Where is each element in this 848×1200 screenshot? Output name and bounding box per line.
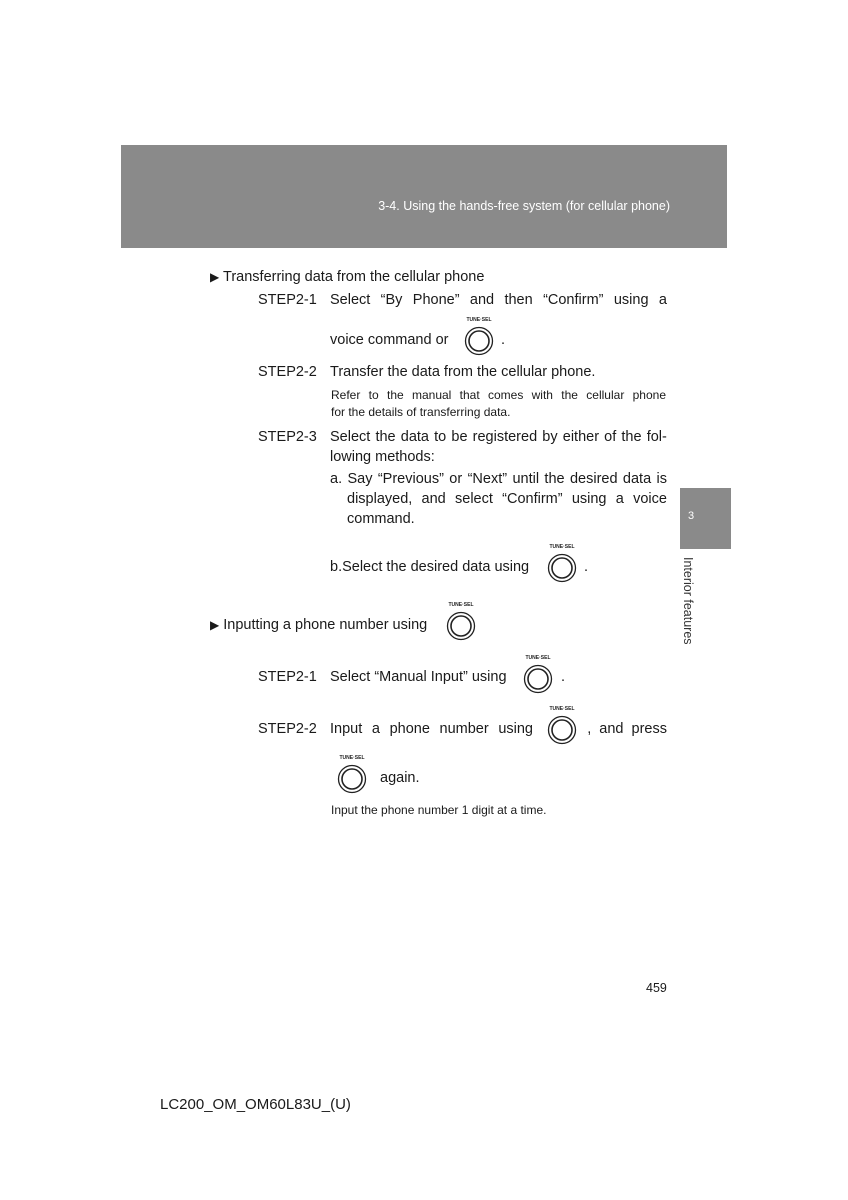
- step-label: STEP2-2: [258, 364, 317, 380]
- step-text-tail: , and press: [587, 721, 667, 737]
- svg-text:TUNE·SEL: TUNE·SEL: [448, 602, 474, 608]
- tune-sel-knob-icon: [337, 754, 367, 798]
- section-title: 3-4. Using the hands-free system (for cellular phone): [378, 199, 670, 213]
- bullet-icon: ▶: [210, 618, 220, 632]
- svg-text:TUNE·SEL: TUNE·SEL: [549, 706, 575, 712]
- tune-sel-knob-icon: [446, 601, 476, 645]
- chapter-label: Interior features: [681, 557, 695, 645]
- section-heading-transfer: [210, 269, 484, 285]
- document-code: LC200_OM_OM60L83U_(U): [160, 1096, 351, 1113]
- step-text-line: Select “By Phone” and then “Confirm” using a: [330, 292, 667, 308]
- svg-text:TUNE·SEL: TUNE·SEL: [549, 544, 575, 550]
- svg-text:TUNE·SEL: TUNE·SEL: [525, 655, 551, 661]
- step-text-line2: lowing methods:: [330, 449, 435, 465]
- method-a-line2: displayed, and select “Confirm” using a voice: [347, 491, 667, 507]
- method-a-line3: command.: [347, 511, 415, 527]
- step-label: STEP2-2: [258, 721, 317, 737]
- step-text-line2: voice command or: [330, 332, 449, 348]
- step-text-line2: again.: [380, 770, 420, 786]
- section-heading-input: [210, 617, 427, 633]
- step-text-line: Input a phone number using: [330, 721, 533, 737]
- chapter-tab: [680, 488, 731, 549]
- step-label: STEP2-1: [258, 292, 317, 308]
- tune-sel-knob-icon: [523, 654, 553, 698]
- step-note: Refer to the manual that comes with the cellular phone: [331, 388, 666, 402]
- tune-sel-knob-icon: [547, 705, 577, 749]
- header-band: [121, 145, 727, 248]
- step-note: Input the phone number 1 digit at a time.: [331, 803, 547, 817]
- step-label: STEP2-3: [258, 429, 317, 445]
- svg-text:TUNE·SEL: TUNE·SEL: [466, 317, 492, 323]
- tune-sel-knob-icon: [464, 316, 494, 360]
- chapter-number: 3: [688, 510, 695, 522]
- step-text-line: Select the data to be registered by either of the fol-: [330, 429, 667, 445]
- bullet-icon: ▶: [210, 270, 220, 284]
- step-text: Transfer the data from the cellular phone.: [330, 364, 596, 380]
- heading-text: Inputting a phone number using: [223, 617, 428, 633]
- page-number: 459: [646, 981, 667, 995]
- heading-text: Transferring data from the cellular phone: [223, 269, 485, 285]
- step-text: Select “Manual Input” using: [330, 669, 507, 685]
- tune-sel-knob-icon: [547, 543, 577, 587]
- step-note-line2: for the details of transferring data.: [331, 405, 511, 419]
- method-a-line1: a. Say “Previous” or “Next” until the desired data is: [330, 471, 667, 487]
- svg-text:TUNE·SEL: TUNE·SEL: [339, 755, 365, 761]
- step-label: STEP2-1: [258, 669, 317, 685]
- method-b-text: b.Select the desired data using: [330, 559, 530, 575]
